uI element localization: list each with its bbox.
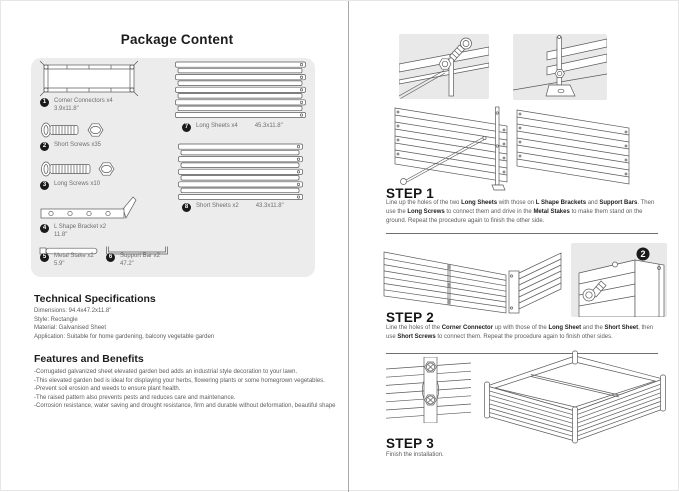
part-item-support-bar bbox=[106, 253, 160, 268]
part-number-badge: 7 bbox=[182, 123, 191, 132]
part-number-badge: 3 bbox=[40, 181, 49, 190]
step1-heading: STEP 1 bbox=[386, 186, 435, 201]
part-item-short-screws bbox=[40, 142, 101, 151]
step3-heading: STEP 3 bbox=[386, 436, 435, 451]
step3-connector-detail-illustration bbox=[386, 357, 471, 423]
page-title: Package Content bbox=[120, 32, 234, 47]
part-number-badge: 5 bbox=[40, 253, 49, 262]
part-name: Metal Stake x2 bbox=[54, 253, 94, 259]
part-name: L Shape Bracket x2 bbox=[54, 224, 107, 230]
step3-finished-bed-illustration bbox=[479, 349, 669, 444]
step1-assembly-illustration bbox=[389, 101, 634, 193]
part-size: 5.9" bbox=[54, 260, 65, 267]
feature-bullet: -This elevated garden bed is ideal for displaying your herbs, flowering plants or some homegrown vegetables. bbox=[34, 377, 325, 384]
part-item-long-sheets bbox=[182, 123, 283, 132]
step2-heading: STEP 2 bbox=[386, 310, 435, 325]
part-size: 47.2" bbox=[120, 260, 134, 267]
step1-stake-detail-illustration bbox=[513, 34, 607, 100]
technical-specifications-heading: Technical Specifications bbox=[34, 293, 156, 305]
spec-material: Material: Galvanised Sheet bbox=[34, 325, 107, 331]
part-number-badge: 4 bbox=[40, 224, 49, 233]
part-number-badge: 8 bbox=[182, 203, 191, 212]
column-divider bbox=[348, 1, 349, 492]
part-item-short-sheets bbox=[182, 203, 284, 212]
part-name: Corner Connectors x4 bbox=[54, 98, 113, 104]
features-benefits-list bbox=[34, 368, 340, 411]
part-name: Support Bar x2 bbox=[120, 253, 161, 259]
part-size: 43.3x11.8" bbox=[255, 203, 284, 209]
short-screw-illustration bbox=[39, 120, 109, 140]
step2-callout-number: 2 bbox=[640, 249, 646, 259]
spec-dimensions: Dimensions: 94.4x47.2x11.8" bbox=[34, 308, 112, 314]
part-item-metal-stake bbox=[40, 253, 94, 268]
l-shape-bracket-illustration bbox=[39, 195, 139, 223]
part-name: Short Screws x35 bbox=[54, 142, 102, 148]
spec-application: Application: Suitable for home gardening, balcony vegetable garden bbox=[34, 333, 215, 340]
step3-body: Finish the installation. bbox=[386, 452, 444, 458]
part-size: 3.9x11.8" bbox=[54, 105, 79, 112]
technical-specifications-list bbox=[34, 307, 334, 341]
short-sheets-illustration bbox=[177, 143, 305, 201]
part-item-l-shape-bracket bbox=[40, 224, 106, 239]
long-sheets-illustration bbox=[174, 61, 308, 119]
feature-bullet: -Corrugated galvanized sheet elevated garden bed adds an industrial style decoration to your lawn. bbox=[34, 369, 298, 375]
part-name: Long Sheets x4 bbox=[196, 123, 238, 129]
step2-body: Line the holes of the Corner Connector up with those of the Long Sheet and the Short Sheet, then use Short Screws to connect them. Repeat the procedure again to finish other sides. bbox=[386, 325, 654, 340]
part-name: Long Screws x10 bbox=[54, 181, 101, 187]
part-name: Short Sheets x2 bbox=[196, 203, 239, 209]
part-number-badge: 2 bbox=[40, 142, 49, 151]
long-screw-illustration bbox=[39, 159, 119, 179]
corner-connector-frame-illustration bbox=[39, 60, 139, 97]
step2-screw-detail-illustration bbox=[571, 243, 667, 317]
part-number-badge: 1 bbox=[40, 98, 49, 107]
part-item-long-screws bbox=[40, 181, 100, 190]
feature-bullet: -Prevent soil erosion and weeds to ensure plant health. bbox=[34, 386, 181, 392]
step2-assembly-illustration bbox=[378, 243, 568, 315]
part-item-corner-connectors bbox=[40, 98, 113, 113]
step1-divider bbox=[386, 233, 658, 234]
step1-body: Line up the holes of the two Long Sheets with those on L Shape Brackets and Support Bars. Then use the Long Screws to connect them and drive in the Metal Stakes to make them stand on the ground. Repeat the procedure again to finish the other side. bbox=[386, 200, 655, 224]
step1-bolt-detail-illustration bbox=[399, 34, 489, 99]
spec-style: Style: Rectangle bbox=[34, 316, 78, 323]
part-number-badge: 6 bbox=[106, 253, 115, 262]
feature-bullet: -Corrosion resistance, water saving and drought resistance, firm and durable without deformation, beautiful shape bbox=[34, 403, 336, 409]
part-size: 45.3x11.8" bbox=[254, 123, 283, 129]
features-benefits-heading: Features and Benefits bbox=[34, 353, 144, 365]
feature-bullet: -The raised pattern also prevents pests and reduces care and maintenance. bbox=[34, 394, 236, 401]
part-size: 11.8" bbox=[54, 231, 68, 238]
